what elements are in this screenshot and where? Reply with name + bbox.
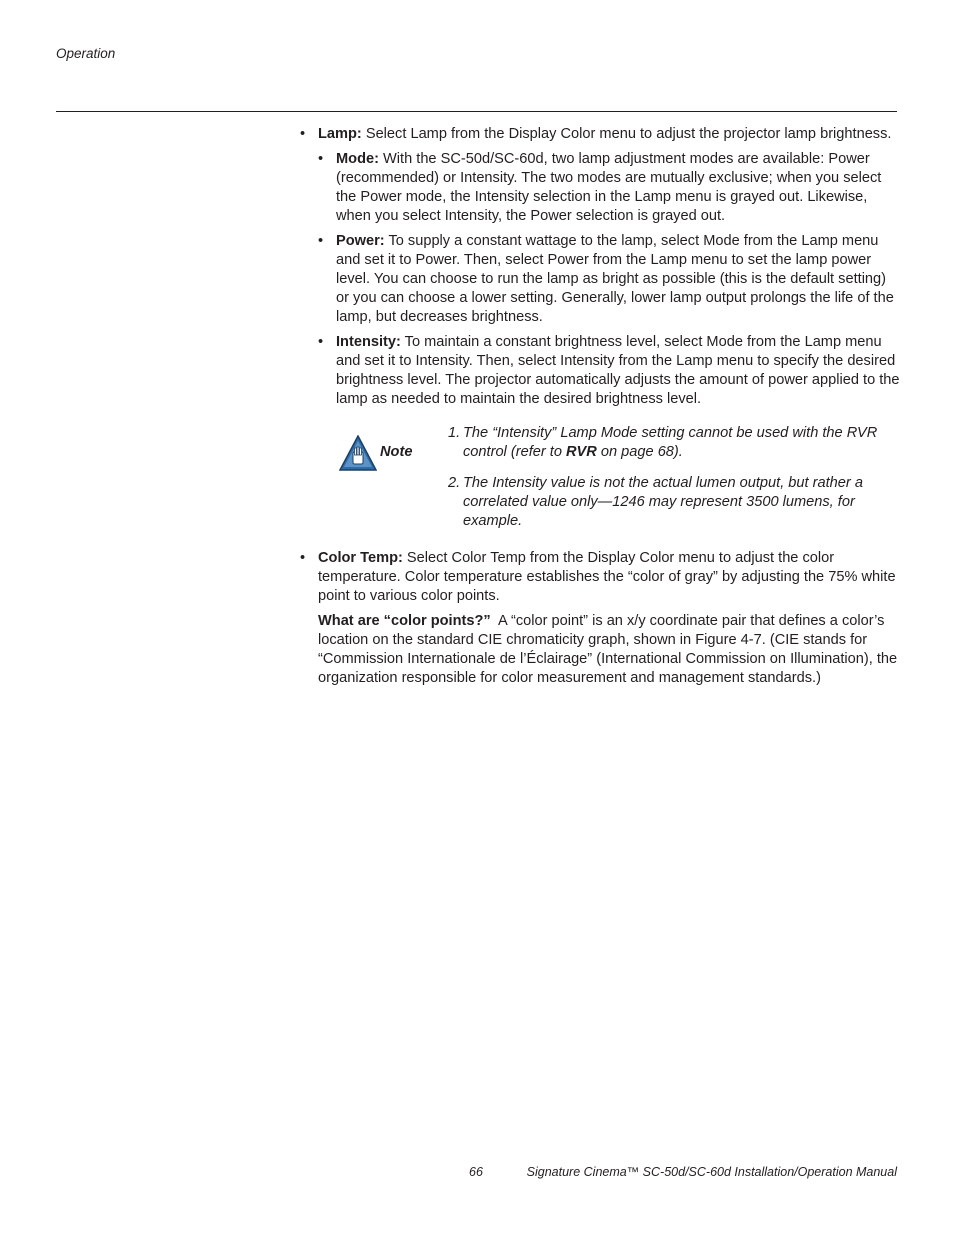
color-points-text: A “color point” is an x/y coordinate pair that defines a color’s location on the standard CIE chromaticity graph, shown in Figure 4-7. (CIE stands for “Commission Internationale de l’Éclairage” (International Commission on Illumination), the organization responsible for color measurement and management standards.): [318, 613, 902, 686]
note-item-2: [448, 474, 918, 531]
lamp-sub-list: [318, 150, 900, 409]
body-content: [300, 125, 900, 688]
power-term: Power:: [336, 233, 385, 249]
page-number: 66: [469, 1165, 483, 1179]
power-bullet: [318, 232, 900, 327]
rvr-reference[interactable]: RVR: [566, 444, 597, 460]
note-item-2-number: 2.: [448, 475, 461, 491]
note-label: Note: [380, 444, 413, 460]
note-item-1-text: The “Intensity” Lamp Mode setting cannot be used with the RVR control (refer to: [463, 425, 878, 460]
note-item-1-tail: on page 68).: [596, 444, 683, 460]
note-item-1: [448, 424, 918, 462]
power-text: To supply a constant wattage to the lamp, select Mode from the Lamp menu and set it to Power. Then, select Power from the Lamp menu to set the lamp power level. You can choose to run the lamp as bright as possible (this is the default setting) or you can choose a lower setting. Generally, lower lamp output prolongs the life of the lamp, but decreases brightness.: [336, 233, 894, 325]
header-rule: [56, 111, 897, 112]
mode-text: With the SC-50d/SC-60d, two lamp adjustment modes are available: Power (recommended) or Intensity. The two modes are mutually exclusive; when you select the Power mode, the Intensity selection in the Lamp menu is grayed out. Likewise, when you select Intensity, the Power selection is grayed out.: [336, 151, 882, 224]
note-item-2-text: The Intensity value is not the actual lumen output, but rather a correlated value only—1246 may represent 3500 lumens, for example.: [463, 475, 863, 529]
running-header: Operation: [56, 46, 116, 61]
note-hand-icon: [339, 435, 377, 471]
color-temp-term: Color Temp:: [318, 550, 403, 566]
mode-bullet: [318, 150, 900, 226]
note-block: [318, 427, 900, 549]
intensity-text: To maintain a constant brightness level, select Mode from the Lamp menu and set it to Intensity. Then, select Intensity from the Lamp menu to specify the desired brightness level. The projector automatically adjusts the amount of power applied to the lamp as needed to maintain the desired brightness level.: [336, 334, 900, 407]
lamp-term: Lamp:: [318, 126, 362, 142]
intensity-bullet: [318, 333, 900, 409]
lamp-text: Select Lamp from the Display Color menu to adjust the projector lamp brightness.: [361, 126, 892, 142]
mode-term: Mode:: [336, 151, 379, 167]
intensity-term: Intensity:: [336, 334, 401, 350]
note-item-1-number: 1.: [448, 425, 461, 441]
color-points-term: What are “color points?”: [318, 613, 491, 629]
color-temp-text: Select Color Temp from the Display Color menu to adjust the color temperature. Color temperature establishes the “color of gray” by adjusting the 75% white point to various color points.: [318, 550, 896, 604]
color-temp-bullet: [300, 549, 900, 606]
color-points-paragraph: [318, 612, 900, 688]
lamp-bullet: [300, 125, 900, 144]
manual-title: Signature Cinema™ SC-50d/SC-60d Installation/Operation Manual: [526, 1165, 897, 1179]
